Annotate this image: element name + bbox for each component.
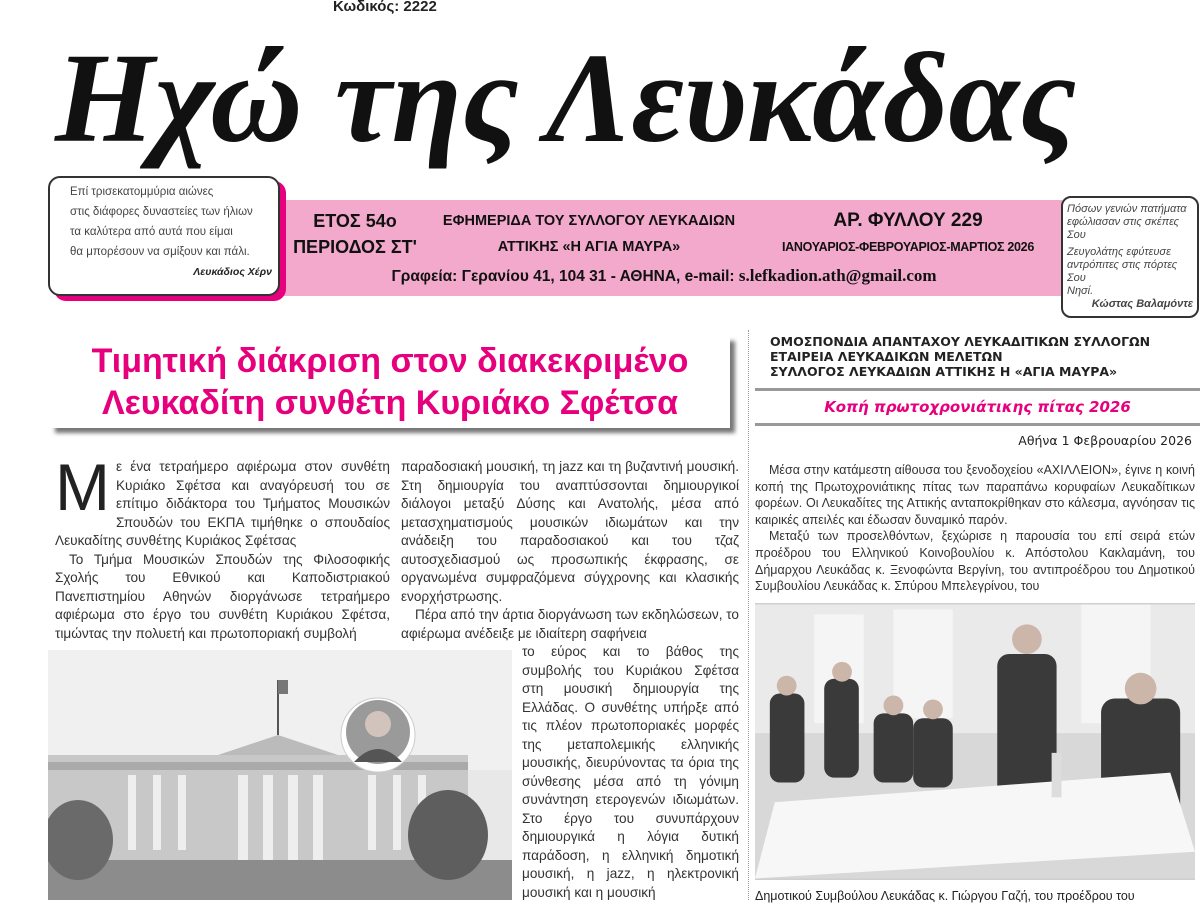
address-line — [290, 266, 1058, 286]
quote-box-left — [48, 176, 280, 296]
dateline: Αθήνα 1 Φεβρουαρίου 2026 — [1018, 433, 1192, 448]
organization-name: ΕΤΑΙΡΕΙΑ ΛΕΥΚΑΔΙΚΩΝ ΜΕΛΕΤΩΝ — [770, 349, 1003, 364]
headline-line-1: Τιμητική διάκριση στον διακεκριμένο — [91, 342, 689, 380]
masthead-title: Ηχώ της Λευκάδας — [55, 27, 1077, 169]
year-label: ΕΤΟΣ 54ο — [313, 211, 397, 231]
article-paragraph: ε ένα τετραήμερο αφιέρωμα στον συνθέτη Κυριάκο Σφέτσα και αναγόρευσή του σε επίτιμο διδάκτορα του Τμήματος Μουσικών Σπουδών του ΕΚΠΑ τιμήθηκε ο σπουδαίος Λευκαδίτης συνθέτης Κυριάκος Σφέτσας — [55, 459, 390, 548]
masthead-info-band — [253, 200, 1062, 296]
side-article-text — [755, 462, 1195, 595]
side-paragraph — [755, 462, 1195, 528]
text-line: προέδρου του Ελληνικού Κοινοβουλίου κ. Απόστολου Κακλαμάνη, — [755, 545, 1166, 560]
photo-caption: Δημοτικού Συμβούλου Λευκάδας κ. Γιώργου Γαζή, του προέδρου του — [755, 888, 1135, 903]
article-headline — [50, 336, 730, 428]
divider — [755, 388, 1200, 391]
text-line: Μεταξύ των προσελθόντων, ξεχώρισε η παρουσία του επί σειρά ετών — [769, 529, 1195, 544]
article-paragraph: Πέρα από την άρτια διοργάνωση των εκδηλώσεων, το αφιέρωμα ανέδειξε με ιδιαίτερη σαφήνεια — [401, 607, 739, 641]
side-paragraph — [755, 528, 1195, 594]
side-article — [755, 462, 1195, 904]
quote-box-right — [1061, 196, 1199, 318]
quote-author: Κώστας Βαλαμόντε — [1091, 298, 1193, 310]
article-column-1 — [55, 450, 390, 643]
text-line: του Δήμαρχου Λευκάδας κ. Ξενοφώντα Βεργίνη, του αντιπροέδρου — [755, 545, 1195, 577]
quote-line: εφώλιασαν στις σκέπες Σου — [1067, 216, 1179, 241]
side-article-title: Κοπή πρωτοχρονιάτικης πίτας 2026 — [824, 398, 1131, 416]
organization-name: ΟΜΟΣΠΟΝΔΙΑ ΑΠΑΝΤΑΧΟΥ ΛΕΥΚΑΔΙΤΙΚΩΝ ΣΥΛΛΟΓΩΝ — [770, 334, 1151, 349]
publisher-line-2: ΑΤΤΙΚΗΣ «Η ΑΓΙΑ ΜΑΥΡΑ» — [497, 239, 681, 255]
quote-line: τα καλύτερα από αυτά που είμαι — [70, 226, 233, 238]
quote-line: αντρόπιτες στις πόρτες Σου — [1067, 259, 1178, 284]
column-divider — [748, 330, 749, 900]
organization-name: ΣΥΛΛΟΓΟΣ ΛΕΥΚΑΔΙΩΝ ΑΤΤΙΚΗΣ Η «ΑΓΙΑ ΜΑΥΡΑ» — [770, 364, 1118, 379]
event-image-icon — [755, 603, 1195, 880]
text-line: η κοινή κοπή της Πρωτοχρονιάτικης πίτας των παραπάνω κορυφαίων — [755, 463, 1195, 494]
text-line: του Δημοτικού Συμβουλίου Λευκάδας κ. Σπύρου Μπελεγρίνου, του — [755, 562, 1195, 594]
quote-line: στις διάφορες δυναστείες των ήλιων — [70, 206, 253, 218]
issue-block — [758, 208, 1058, 260]
issue-months: ΙΑΝΟΥΑΡΙΟΣ-ΦΕΒΡΟΥΑΡΙΟΣ-ΜΑΡΤΙΟΣ 2026 — [782, 240, 1034, 254]
divider — [755, 423, 1200, 426]
article-paragraph: Το Τμήμα Μουσικών Σπουδών της Φιλοσοφικής Σχολής του Εθνικού και Καποδιστριακού Πανεπιστημίου Αθηνών διοργάνωσε τετραήμερο αφιέρωμα στο έργο του συνθέτη Κυριάκου Σφέτσα, τιμώντας την πολυετή και πρωτοποριακή συμβολή — [55, 551, 390, 641]
text-line: Μέσα στην κατάμεστη αίθουσα του ξενοδοχείου «ΑΧΙΛΛΕΙΟΝ», έγινε — [769, 463, 1152, 477]
quote-author: Λευκάδιος Χέρν — [193, 266, 272, 278]
text-line: Λευκαδίτικων φορέων. Οι Λευκαδίτες της Αττικής ανταποκρίθηκαν στο — [755, 479, 1195, 511]
building-image-icon — [48, 650, 512, 900]
headline-line-2: Λευκαδίτη συνθέτη Κυριάκο Σφέτσα — [101, 384, 679, 422]
university-building-photo — [48, 650, 512, 900]
pita-cutting-event-photo — [755, 603, 1195, 880]
article-paragraph: το εύρος και το βάθος της συμβολής του Κυριάκου Σφέτσα στη μουσική δημιουργία της Ελλάδας. Ο συνθέτης υπήρξε από τις πλέον πρωτοποριακές μορφές της μεταπολεμικής ελληνικής μουσικής, διευρύνοντας τα όρια της σύνθεσης μέσα από τη γόνιμη συνάντηση ετερογενών ιδιωμάτων. Στο έργο του συνυπάρχουν δημιουργικά η λόγια δυτική παράδοση, η ελληνική δημοτική μουσική, η jazz, η ηλεκτρονική μουσική και η μουσική — [522, 644, 739, 900]
organizations-list — [770, 334, 1195, 379]
publisher-line-1: ΕΦΗΜΕΡΙΔΑ ΤΟΥ ΣΥΛΛΟΓΟΥ ΛΕΥΚΑΔΙΩΝ — [442, 213, 736, 229]
publisher-block — [422, 208, 757, 260]
address-text: Γραφεία: Γερανίου 41, 104 31 - ΑΘΗΝΑ, e-mail: — [391, 268, 739, 285]
code-label: Κωδικός: 2222 — [333, 0, 437, 15]
year-period-block — [290, 208, 420, 260]
quote-line: θα μπορέσουν να σμίξουν και πάλι. — [70, 246, 250, 258]
article-paragraph: παραδοσιακή μουσική, τη jazz και τη βυζαντινή μουσική. Στη δημιουργία του αναπτύσσονται δημιουργικοί διάλογοι μεταξύ Δύσης και Ανατολής, μέσα από μετασχηματισμούς μουσικών ιδιωμάτων και την ανάδειξη του παραδοσιακού και του τζαζ αυτοσχεδιασμού ως προσωπικής έκφρασης, σε οργανωμένα συμφραζόμενα σύγχρονης και κλασικής ενορχήστρωσης. — [401, 459, 739, 604]
quote-line: Πόσων γενιών πατήματα — [1067, 203, 1187, 215]
drop-cap: Μ — [55, 450, 110, 524]
issue-number: ΑΡ. ΦΥΛΛΟΥ 229 — [833, 210, 983, 231]
text-line: κάλεσμα, αγνόησαν τις καιρικές απειλές και έδωσαν δυναμικό παρόν. — [755, 496, 1195, 527]
period-label: ΠΕΡΙΟΔΟΣ ΣΤ' — [293, 237, 417, 257]
quote-line: Νησί. — [1067, 285, 1094, 297]
quote-line: Επί τρισεκατομμύρια αιώνες — [70, 186, 214, 198]
email-link[interactable]: s.lefkadion.ath@gmail.com — [738, 266, 937, 285]
quote-line: Ζευγολάτης εφύτευσε — [1067, 246, 1171, 258]
